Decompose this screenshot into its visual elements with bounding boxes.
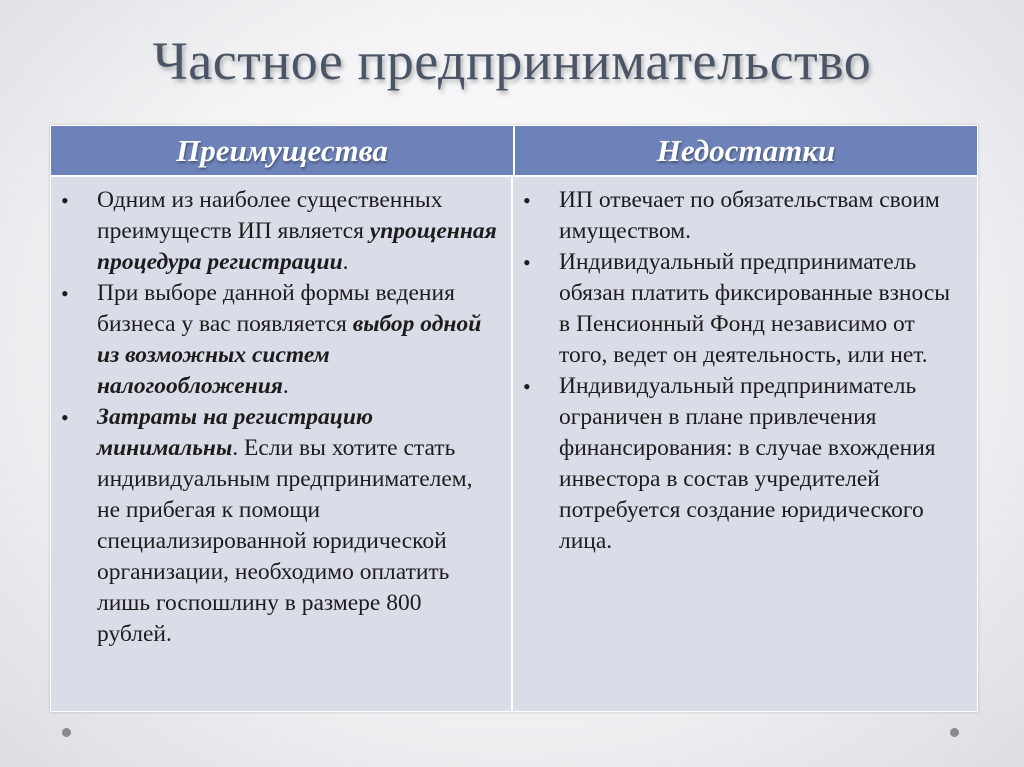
advantage-text: При выборе данной формы ведения бизнеса у вас появляется <box>97 280 455 337</box>
advantage-text-after: . <box>282 373 289 399</box>
advantages-header: Преимущества <box>51 126 515 175</box>
table-header-row <box>51 126 977 177</box>
advantage-text-after: . <box>342 249 349 275</box>
disadvantages-cell <box>513 177 975 711</box>
advantage-emphasis: упрощенная процедура регистрации <box>97 218 497 275</box>
advantage-text: Одним из наиболее существенных преимуществ ИП является <box>97 187 443 244</box>
advantage-item <box>59 185 497 278</box>
advantage-item <box>59 278 497 402</box>
slide-decor-dot-left <box>62 728 71 737</box>
disadvantages-list <box>521 185 961 557</box>
advantage-emphasis: выбор одной из возможных систем налогообложения <box>97 311 482 399</box>
slide-title: Частное предпринимательство <box>152 31 872 91</box>
advantages-cell <box>51 177 513 711</box>
table-body-row <box>51 177 977 711</box>
comparison-table <box>50 125 978 712</box>
advantage-item <box>59 402 497 650</box>
disadvantage-item: • Индивидуальный предприниматель обязан платить фиксированные взносы в Пенсионный Фонд независимо от того, ведет он деятельность, или нет. <box>521 247 961 371</box>
slide-decor-dot-right <box>950 728 959 737</box>
disadvantages-header: Недостатки <box>656 133 836 168</box>
disadvantage-item: • Индивидуальный предприниматель ограничен в плане привлечения финансирования: в случае вхождения инвестора в состав учредителей потребуется создание юридического лица. <box>521 371 961 557</box>
advantages-list <box>59 185 497 650</box>
advantage-emphasis: Затраты на регистрацию минимальны <box>97 404 374 461</box>
advantage-text-after: . Если вы хотите стать индивидуальным предпринимателем, не прибегая к помощи специализированной юридической организации, необходимо оплатить лишь госпошлину в размере 800 рублей. <box>97 435 473 647</box>
disadvantage-item: • ИП отвечает по обязательствам своим имуществом. <box>521 185 961 247</box>
